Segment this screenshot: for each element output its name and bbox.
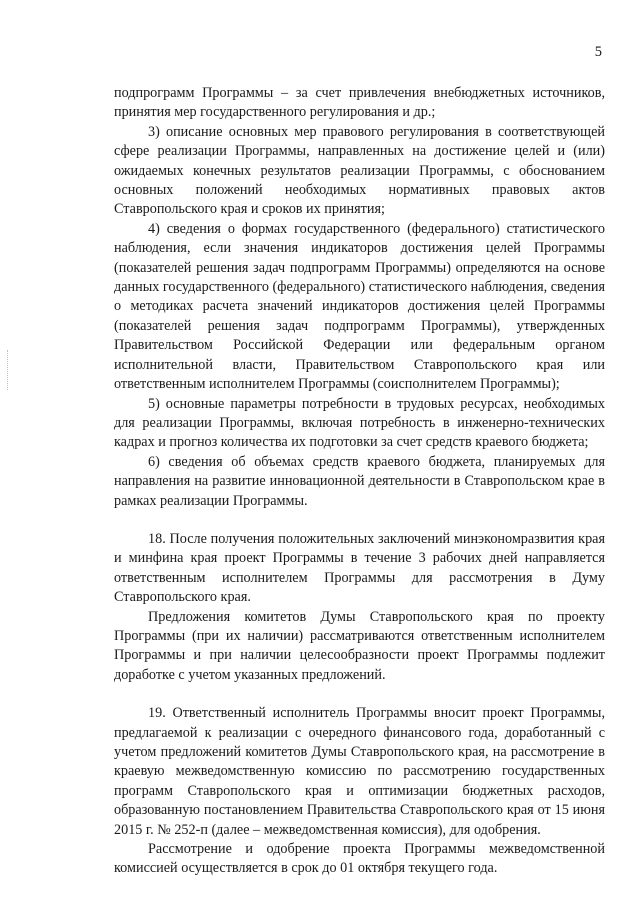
paragraph-clause-18: 18. После получения положительных заключений минэкономразвития края и минфина края проект Программы в течение 3 рабочих дней направляется ответственным исполнителем Программы для рассмотрения в Думу Ставропольского края.: [114, 530, 605, 606]
paragraph-intro-continuation: подпрограмм Программы – за счет привлечения внебюджетных источников, принятия мер государственного регулирования и др.;: [114, 85, 605, 121]
paragraph-clause-19: 19. Ответственный исполнитель Программы вносит проект Программы, предлагаемой к реализации с очередного финансового года, доработанный с учетом предложений комитетов Думы Ставропольского края, на рассмотрение в краевую межведомственную комиссию по рассмотрению государственных программ Ставропольского края и оптимизации бюджетных расходов, образованную постановлением Правительства Ставропольского края от 15 июня 2015 г. № 252-п (далее – межведомственная комиссия), для одобрения.: [114, 705, 605, 838]
paragraph-item-6: 6) сведения об объемах средств краевого бюджета, планируемых для направления на развитие инновационной деятельности в Ставропольском крае в рамках реализации Программы.: [114, 453, 605, 509]
paragraph-clause-18-proposals: Предложения комитетов Думы Ставропольского края по проекту Программы (при их наличии) рассматриваются ответственным исполнителем Программы и при наличии целесообразности проект Программы подлежит доработке с учетом указанных предложений.: [114, 608, 605, 683]
page-number: 5: [594, 44, 602, 60]
binding-margin-marks: [7, 350, 10, 390]
paragraph-item-4: 4) сведения о формах государственного (федерального) статистического наблюдения, если значения индикаторов достижения целей Программы (показателей решения задач подпрограмм Программы) определяются на основе данных государственного (федерального) статистического наблюдения, сведения о методиках расчета значений индикаторов достижения целей Программы (показателей решения задач подпрограмм Программы), утвержденных Правительством Российской Федерации или федеральным органом исполнительной власти, Правительством Ставропольского края или ответственным исполнителем Программы (соисполнителем Программы);: [114, 220, 605, 393]
paragraph-item-3: 3) описание основных мер правового регулирования в соответствующей сфере реализации Программы, направленных на достижение целей и (или) ожидаемых конечных результатов реализации Программы, с обоснованием основных положений необходимых нормативных правовых актов Ставропольского края и сроков их принятия;: [114, 123, 605, 218]
paragraph-clause-19-approval: Рассмотрение и одобрение проекта Программы межведомственной комиссией осуществляется в срок до 01 октября текущего года.: [114, 841, 605, 877]
paragraph-item-5: 5) основные параметры потребности в трудовых ресурсах, необходимых для реализации Программы, включая потребность в инженерно-технических кадрах и прогноз количества их подготовки за счет средств краевого бюджета;: [114, 395, 605, 451]
document-body: [114, 84, 605, 879]
